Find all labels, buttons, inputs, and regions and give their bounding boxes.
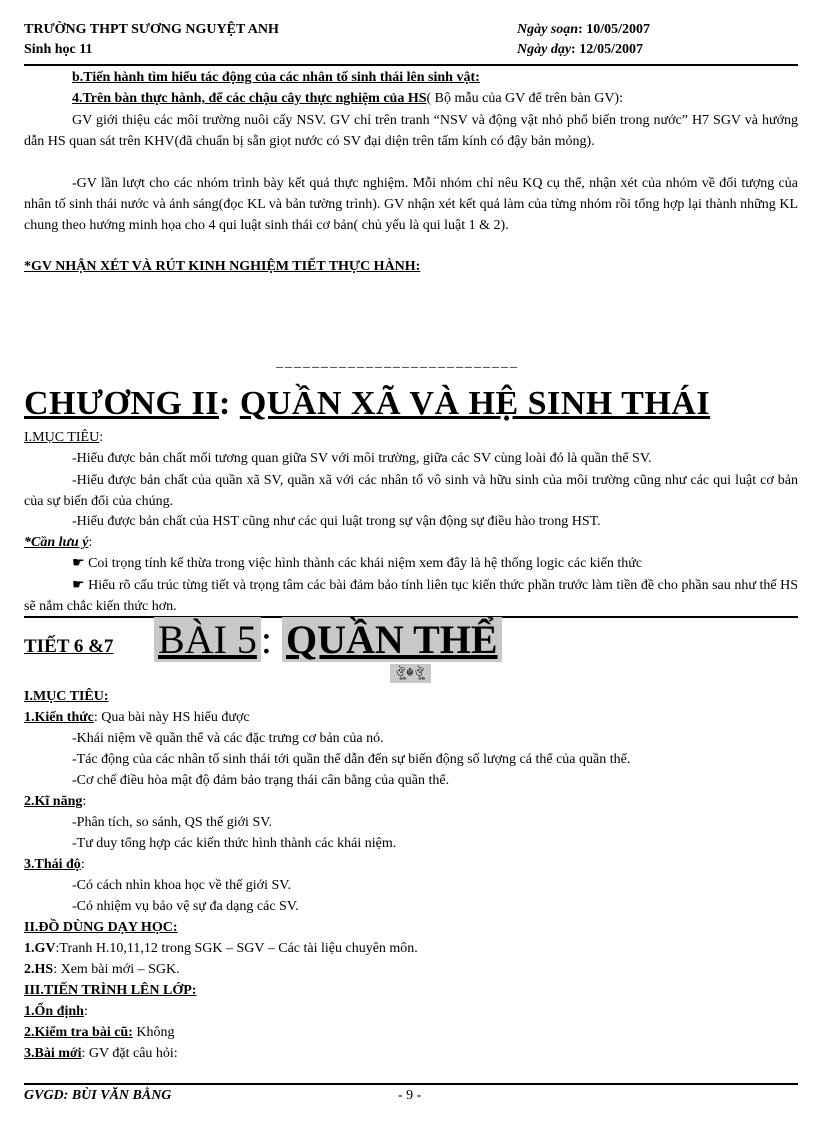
note-1 [72,554,642,574]
chapter-name: QUẦN XÃ VÀ HỆ SINH THÁI [239,385,711,422]
note-2 [24,575,798,617]
materials-gv [24,939,418,959]
pointing-hand-icon: ☛ [72,556,89,571]
lesson-colon: : [260,617,283,662]
lesson-goals-heading: I.MỤC TIÊU: [24,689,109,704]
knowledge-rest: : Qua bài này HS hiểu được [93,710,250,725]
skills-item-2: -Tư duy tổng hợp các kiến thức hình thành các khái niệm. [72,836,397,851]
process-step-3-text: : GV đặt câu hỏi: [81,1046,178,1061]
materials-heading: II.ĐỒ DÙNG DẠY HỌC: [24,920,178,935]
process-step-3 [24,1044,178,1064]
prep-date-label: Ngày soạn [517,22,579,37]
review-heading: *GV NHẬN XÉT VÀ RÚT KINH NGHIỆM TIẾT THỰC HÀNH: [24,259,421,274]
note-label: *Cần lưu ý [24,535,89,550]
lesson-period: TIẾT 6 &7 [24,636,114,657]
section-b-title: b.Tiến hành tìm hiểu tác động của các nhân tố sinh thái lên sinh vật: [72,70,480,85]
attitude-colon: : [80,857,85,872]
chapter-goals-label: I.MỤC TIÊU [24,430,100,445]
header-rule [24,64,798,66]
prep-date [517,22,650,38]
item4-rest: ( Bộ mẫu của GV để trên bàn GV): [426,91,623,106]
footer-page-number: - 9 - [398,1088,422,1103]
knowledge-line [24,708,250,728]
note-heading [24,533,92,553]
note-colon: : [88,535,93,550]
chapter-goal-2: -Hiểu được bản chất của quần xã SV, quần xã với các nhân tố vô sinh và hữu sinh của môi trường cũng như các qui luật cơ bản của sự biến đổi của chúng. [24,473,798,509]
pointing-hand-icon: ☛ [72,578,89,593]
attitude-item-1: -Có cách nhìn khoa học về thế giới SV. [72,878,292,893]
chapter-prefix: CHƯƠNG II [24,385,219,422]
process-step-2-label: 2.Kiểm tra bài cũ: [24,1025,133,1040]
chapter-goals-colon: : [99,430,104,445]
teach-date-label: Ngày dạy [517,42,572,57]
skills-colon: : [82,794,87,809]
knowledge-item-1: -Khái niệm về quần thể và các đặc trưng cơ bản của nó. [72,731,384,746]
process-step-1-label: 1.Ổn định [24,1004,84,1019]
chapter-colon: : [218,385,240,422]
skills-label: 2.Kĩ năng [24,794,83,809]
knowledge-label: 1.Kiến thức [24,710,94,725]
materials-gv-label: 1.GV [24,941,56,956]
lesson-number: BÀI 5 [154,617,261,662]
process-step-1 [24,1002,88,1022]
attitude-line [24,855,85,875]
note-2-text: Hiểu rõ cấu trúc từng tiết và trọng tâm các bài đảm bảo tính liên tục kiến thức phần trước làm tiền đề cho phần sau như thế HS sẽ nắm chắc kiến thức hơn. [24,578,798,614]
lesson-title [154,616,502,663]
footer-teacher: GVGD: BÙI VĂN BẰNG [24,1088,172,1103]
materials-gv-text: :Tranh H.10,11,12 trong SGK – SGV – Các tài liệu chuyên môn. [55,941,418,956]
process-step-1-colon: : [83,1004,88,1019]
prep-date-value: : 10/05/2007 [578,22,651,37]
process-step-2-text: Không [132,1025,175,1040]
process-heading: III.TIẾN TRÌNH LÊN LỚP: [24,983,197,998]
attitude-label: 3.Thái độ [24,857,81,872]
section-b-para2: -GV lần lượt cho các nhóm trình bày kết quả thực nghiệm. Mỗi nhóm chỉ nêu KQ cụ thể, nhận xét của nhóm về đối tượng của nhân tố sinh thái nước và ánh sáng(đọc KL và bản tường trình). GV nhận xét kết quả làm của từng nhóm rồi tổng hợp lại thành những KL chung theo hướng minh họa cho 4 qui luật sinh thái cơ bản( chủ yếu là qui luật 1 & 2). [24,176,798,233]
materials-hs [24,960,180,980]
school-name: TRƯỜNG THPT SƯƠNG NGUYỆT ANH [24,22,279,37]
chapter-goals-heading [24,428,103,448]
footer-rule [24,1083,798,1085]
ornament-icon: ঔৣ☬ঔৣ [390,664,431,683]
process-step-2 [24,1023,175,1043]
attitude-item-2: -Có nhiệm vụ bảo vệ sự đa dạng các SV. [72,899,299,914]
knowledge-item-3: -Cơ chế điều hòa mật độ đảm bảo trạng thái cân bằng của quần thể. [72,773,450,788]
subject-name: Sinh học 11 [24,42,93,57]
item4-line [72,89,623,109]
materials-hs-text: : Xem bài mới – SGK. [53,962,180,977]
note-1-text: Coi trọng tính kế thừa trong việc hình thành các khái niệm xem đây là hệ thống logic các kiến thức [88,556,643,571]
knowledge-item-2: -Tác động của các nhân tố sinh thái tới quần thể dẫn đến sự biến động số lượng cá thể của quần thể. [72,752,631,767]
chapter-title [24,385,710,423]
process-step-3-label: 3.Bài mới [24,1046,82,1061]
teach-date-value: : 12/05/2007 [571,42,643,57]
teach-date [517,42,643,58]
materials-hs-label: 2.HS [24,962,54,977]
section-divider: ___________________________ [276,355,519,370]
skills-item-1: -Phân tích, so sánh, QS thế giới SV. [72,815,273,830]
chapter-goal-1: -Hiểu được bản chất mối tương quan giữa SV với môi trường, giữa các SV cùng loài đó là quần thể SV. [72,451,652,466]
lesson-name: QUẦN THỂ [282,617,502,662]
chapter-goal-3: -Hiểu được bản chất của HST cũng như các qui luật trong sự vận động sự điều hào trong HST. [72,514,601,529]
section-b-para1: GV giới thiệu các môi trường nuôi cấy NSV. GV chỉ trên tranh “NSV và động vật nhỏ phổ biến trong nước” H7 SGV và hướng dẫn HS quan sát trên KHV(đã chuẩn bị sẵn giọt nước có SV đại diện trên tấm kính có đậy bản mỏng). [24,113,798,149]
skills-line [24,792,86,812]
item4-title: 4.Trên bàn thực hành, để các chậu cây thực nghiệm của HS [72,91,427,106]
